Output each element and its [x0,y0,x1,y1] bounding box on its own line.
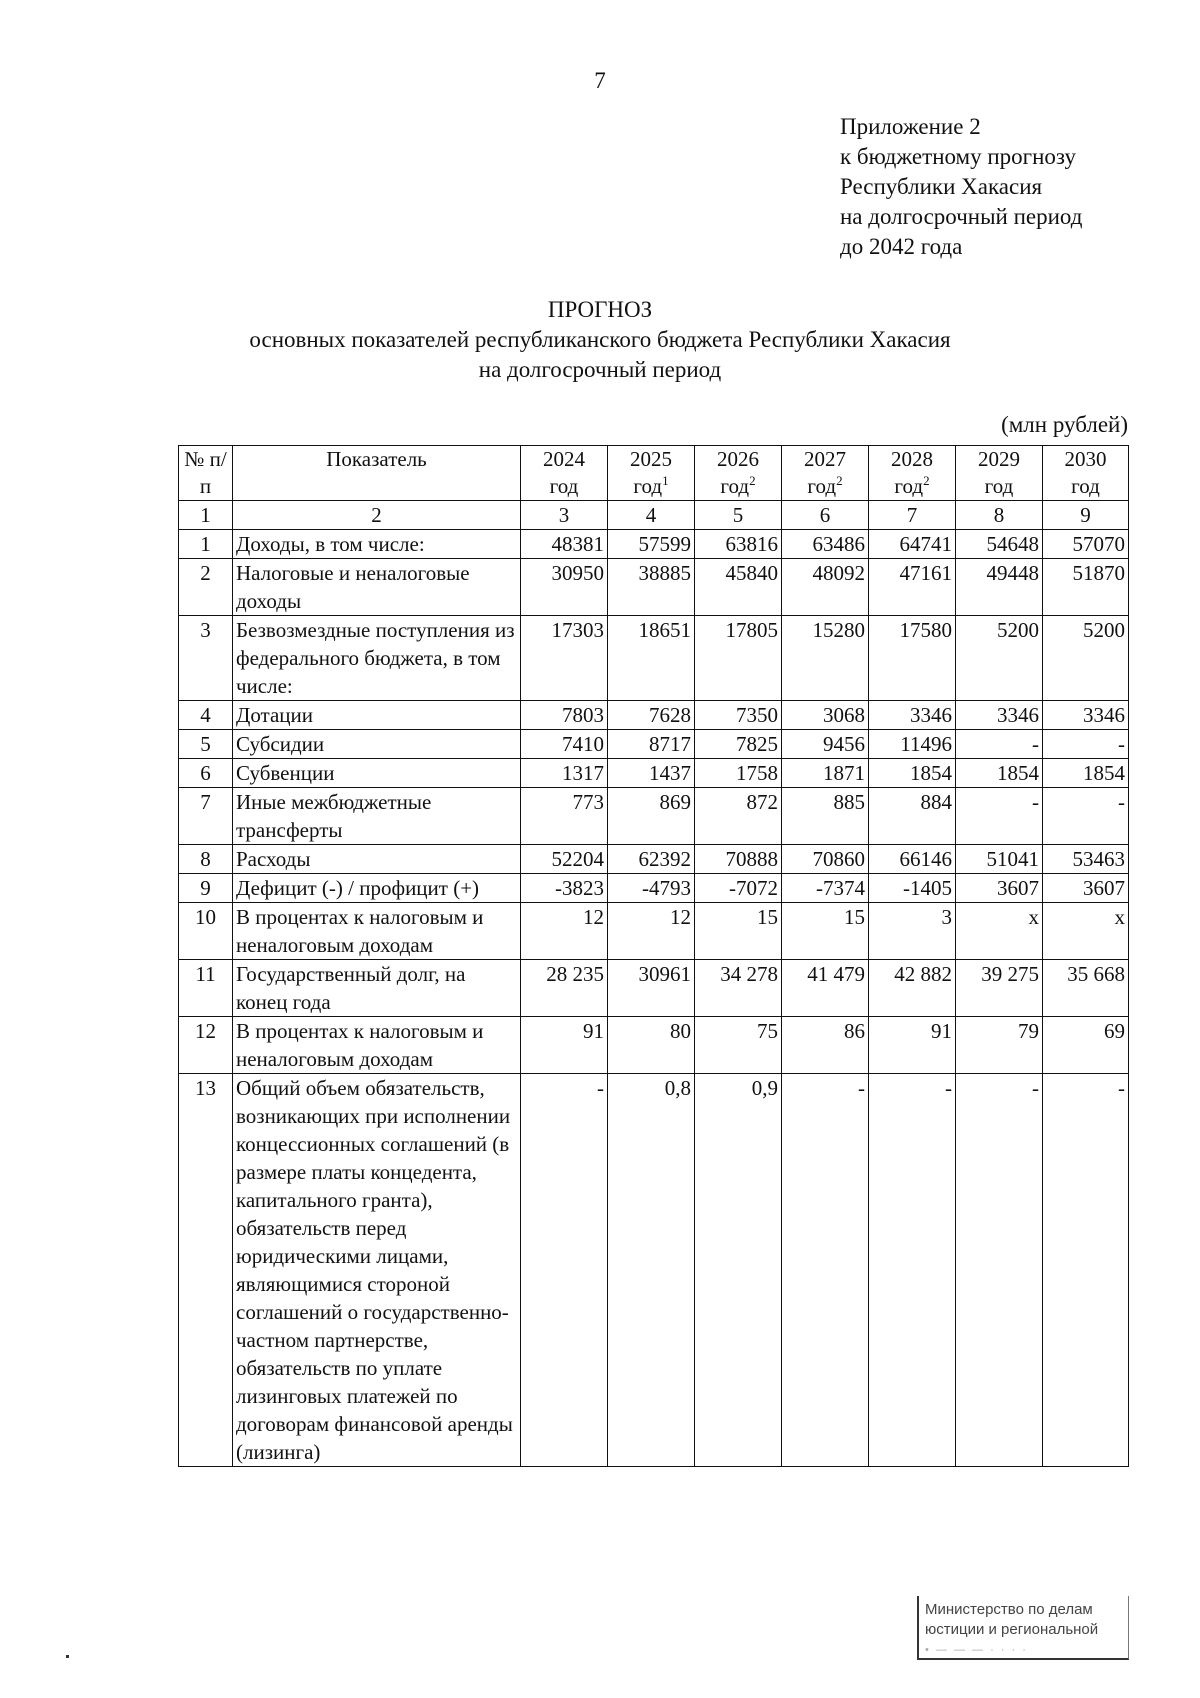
row-value: 773 [521,788,608,845]
row-value: x [1043,903,1129,960]
row-indicator: Государственный долг, на конец года [233,960,521,1017]
table-row [179,788,1129,845]
row-value: 3346 [956,701,1043,730]
row-value: 17580 [869,616,956,701]
row-value: 15 [695,903,782,960]
row-number: 3 [179,616,233,701]
forecast-table [178,445,1129,1467]
column-number: 3 [521,501,608,530]
row-value: 1758 [695,759,782,788]
row-indicator: Налоговые и неналоговые доходы [233,559,521,616]
row-value: 17805 [695,616,782,701]
row-number: 10 [179,903,233,960]
row-value: 872 [695,788,782,845]
row-number: 7 [179,788,233,845]
row-value: 15 [782,903,869,960]
appendix-line: на долгосрочный период [840,204,1083,229]
row-value: 12 [608,903,695,960]
row-value: 66146 [869,845,956,874]
row-value: 5200 [1043,616,1129,701]
row-value: -7072 [695,874,782,903]
row-value: - [1043,788,1129,845]
row-number: 8 [179,845,233,874]
row-value: 53463 [1043,845,1129,874]
title-period: на долгосрочный период [478,357,722,382]
row-value: 885 [782,788,869,845]
table-row [179,559,1129,616]
row-value: 69 [1043,1017,1129,1074]
row-value: x [956,903,1043,960]
row-number: 11 [179,960,233,1017]
row-indicator: В процентах к налоговым и неналоговым доходам [233,903,521,960]
row-value: - [782,1074,869,1467]
header-year: 2024 год [521,446,608,501]
row-value: 15280 [782,616,869,701]
appendix-line: к бюджетному прогнозу [840,144,1077,169]
row-value: 3607 [1043,874,1129,903]
header-year: 2027 год$^2$ [782,446,869,501]
units-label: (млн рублей) [1001,412,1128,437]
row-value: - [956,788,1043,845]
row-indicator: Дефицит (-) / профицит (+) [233,874,521,903]
header-year: 2025 год$^1$ [608,446,695,501]
row-number: 5 [179,730,233,759]
row-value: 0,9 [695,1074,782,1467]
page-number: 7 [594,68,606,93]
row-value: 1871 [782,759,869,788]
table-row [179,845,1129,874]
row-value: 1437 [608,759,695,788]
row-value: - [1043,730,1129,759]
table-row [179,730,1129,759]
table-row [179,874,1129,903]
row-value: 35 668 [1043,960,1129,1017]
row-indicator: Доходы, в том числе: [233,530,521,559]
row-value: - [869,1074,956,1467]
row-value: 884 [869,788,956,845]
row-indicator: Расходы [233,845,521,874]
column-number: 9 [1043,501,1129,530]
table-row [179,1074,1129,1467]
row-value: 3 [869,903,956,960]
title-heading: ПРОГНОЗ [547,297,653,322]
row-value: 1854 [956,759,1043,788]
column-number: 2 [233,501,521,530]
row-value: 51870 [1043,559,1129,616]
row-value: 79 [956,1017,1043,1074]
row-value: 63816 [695,530,782,559]
row-indicator: Безвозмездные поступления из федерального бюджета, в том числе: [233,616,521,701]
column-number: 1 [179,501,233,530]
row-value: 3607 [956,874,1043,903]
row-value: 18651 [608,616,695,701]
row-value: 91 [521,1017,608,1074]
row-value: 30950 [521,559,608,616]
row-value: -7374 [782,874,869,903]
row-value: 48092 [782,559,869,616]
row-value: 3068 [782,701,869,730]
row-value: - [1043,1074,1129,1467]
row-value: 7350 [695,701,782,730]
row-value: 62392 [608,845,695,874]
row-value: 7410 [521,730,608,759]
row-indicator: Иные межбюджетные трансферты [233,788,521,845]
scan-speck [66,1655,69,1658]
row-value: 7628 [608,701,695,730]
table-row [179,701,1129,730]
registration-stamp [917,1596,1129,1660]
row-value: 75 [695,1017,782,1074]
row-number: 4 [179,701,233,730]
row-value: 12 [521,903,608,960]
row-value: 41 479 [782,960,869,1017]
row-value: -1405 [869,874,956,903]
row-value: 64741 [869,530,956,559]
row-number: 1 [179,530,233,559]
row-number: 13 [179,1074,233,1467]
row-value: 7825 [695,730,782,759]
row-value: 869 [608,788,695,845]
row-value: 11496 [869,730,956,759]
document-title [0,295,1200,385]
header-number: № п/п [179,446,233,501]
table-row [179,759,1129,788]
row-value: - [956,730,1043,759]
row-value: 45840 [695,559,782,616]
appendix-line: до 2042 года [840,234,963,259]
table-row [179,903,1129,960]
row-value: 3346 [869,701,956,730]
row-indicator: Общий объем обязательств, возникающих при исполнении концессионных соглашений (в размере платы концедента, капитального гранта), обязательств перед юридическими лицами, являющимися стороной соглашений о государственно-частном партнерстве, обязательств по уплате лизинговых платежей по договорам финансовой аренды (лизинга) [233,1074,521,1467]
row-number: 9 [179,874,233,903]
row-value: 8717 [608,730,695,759]
table-header-row [179,446,1129,501]
row-value: 91 [869,1017,956,1074]
row-value: 51041 [956,845,1043,874]
header-year: 2026 год$^2$ [695,446,782,501]
column-number: 8 [956,501,1043,530]
row-value: 5200 [956,616,1043,701]
table-row [179,530,1129,559]
column-number: 6 [782,501,869,530]
table-row [179,1017,1129,1074]
row-value: 0,8 [608,1074,695,1467]
column-number: 4 [608,501,695,530]
row-value: 42 882 [869,960,956,1017]
row-value: 63486 [782,530,869,559]
row-value: 1854 [1043,759,1129,788]
row-value: 7803 [521,701,608,730]
stamp-line: юстиции и региональной [925,1621,1099,1638]
row-number: 2 [179,559,233,616]
row-value: 70888 [695,845,782,874]
row-value: 57599 [608,530,695,559]
row-value: 48381 [521,530,608,559]
row-indicator: Субвенции [233,759,521,788]
header-indicator: Показатель [233,446,521,501]
row-number: 6 [179,759,233,788]
header-year: 2029 год [956,446,1043,501]
row-value: 17303 [521,616,608,701]
appendix-line: Приложение 2 [840,114,981,139]
row-value: 70860 [782,845,869,874]
header-year: 2028 год$^2$ [869,446,956,501]
row-value: 86 [782,1017,869,1074]
row-value: 80 [608,1017,695,1074]
row-value: 3346 [1043,701,1129,730]
row-value: - [956,1074,1043,1467]
row-indicator: Субсидии [233,730,521,759]
row-indicator: Дотации [233,701,521,730]
table-body [179,530,1129,1467]
row-number: 12 [179,1017,233,1074]
row-value: - [521,1074,608,1467]
row-value: 38885 [608,559,695,616]
table-row [179,960,1129,1017]
column-number: 5 [695,501,782,530]
row-value: 9456 [782,730,869,759]
row-value: 28 235 [521,960,608,1017]
column-number: 7 [869,501,956,530]
row-value: 34 278 [695,960,782,1017]
row-value: 57070 [1043,530,1129,559]
stamp-line: Министерство по делам [925,1601,1093,1618]
row-value: 52204 [521,845,608,874]
table-row [179,616,1129,701]
title-subtitle: основных показателей республиканского бюджета Республики Хакасия [249,327,951,352]
row-value: 49448 [956,559,1043,616]
row-value: 54648 [956,530,1043,559]
row-value: 1317 [521,759,608,788]
row-value: -4793 [608,874,695,903]
row-value: 47161 [869,559,956,616]
row-value: 1854 [869,759,956,788]
row-indicator: В процентах к налоговым и неналоговым доходам [233,1017,521,1074]
row-value: -3823 [521,874,608,903]
column-number-row [179,501,1129,530]
appendix-line: Республики Хакасия [840,174,1043,199]
header-year: 2030 год [1043,446,1129,501]
stamp-faded-text: • — — — · · · · [925,1644,1028,1656]
row-value: 30961 [608,960,695,1017]
appendix-note [840,112,1082,262]
row-value: 39 275 [956,960,1043,1017]
